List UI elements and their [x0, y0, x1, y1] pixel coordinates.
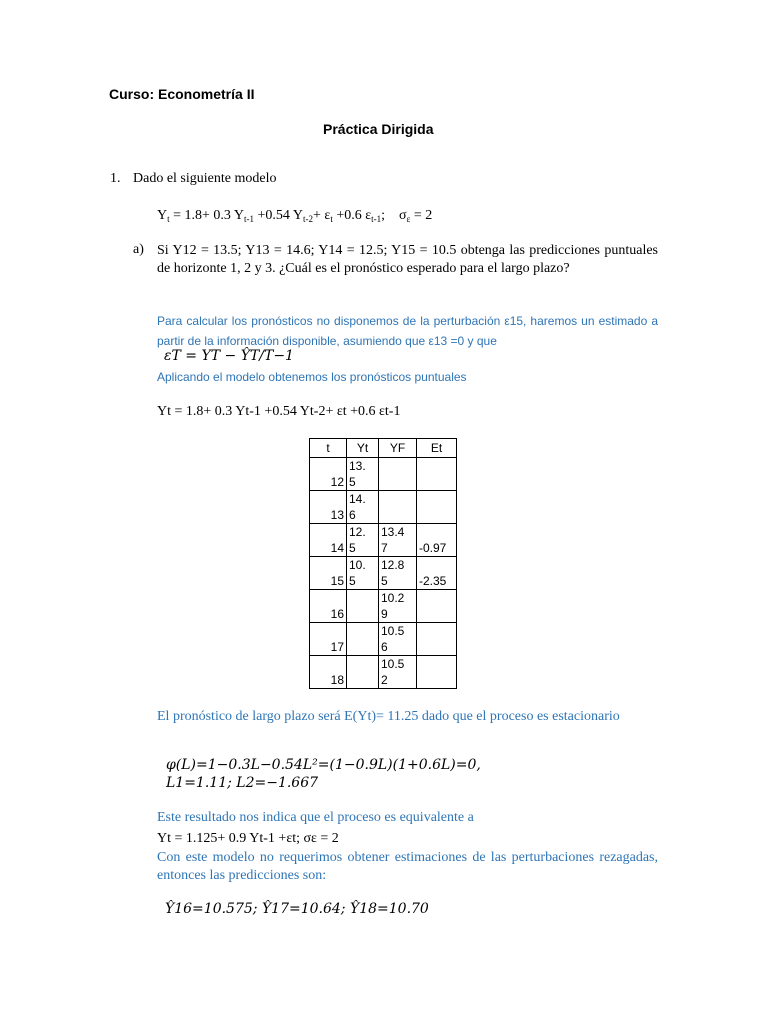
cell-yf-line	[381, 493, 414, 508]
epsilon-formula: εT = YT − ŶT/T−1	[164, 348, 294, 364]
cell-et: -2.35	[417, 557, 457, 590]
part-a-text: Si Y12 = 13.5; Y13 = 14.6; Y14 = 12.5; Y15 = 10.5 obtenga las predicciones puntuales de horizonte 1, 2 y 3. ¿Cuál es el pronóstico esperado para el largo plazo?	[157, 243, 658, 276]
cell-yf-line: 5	[381, 574, 388, 588]
cell-yf-line: 9	[381, 607, 388, 621]
header-et: Et	[417, 439, 457, 458]
cell-yf	[379, 491, 417, 524]
cell-yf	[379, 557, 417, 590]
roots-equation: L1=1.11; L2=−1.667	[166, 775, 319, 791]
cell-yf-line	[381, 475, 414, 490]
table-row	[310, 590, 457, 623]
cell-et	[417, 656, 457, 689]
cell-yf-line	[381, 460, 414, 475]
predictions: Ŷ16=10.575; Ŷ17=10.64; Ŷ18=10.70	[165, 901, 429, 917]
header-yt: Yt	[347, 439, 379, 458]
model-equation: $Y_t = 1.8+ 0.3$ $Y_{t-1} +0.54$ $Y_{t-2}+ \varepsilon_t +0.6$ $\varepsilon_{t-1}$; $\sigma_\varepsilon = 2$	[157, 208, 433, 224]
cell-yt	[347, 656, 379, 689]
table-row	[310, 623, 457, 656]
cell-yt-line	[349, 625, 376, 640]
forecast-table	[309, 438, 457, 689]
table-row	[310, 491, 457, 524]
cell-yt-line	[349, 673, 376, 688]
cell-yf-line: 12.8	[381, 558, 405, 572]
cell-yt-line: 10.	[349, 558, 366, 572]
cell-yt-line: 5	[349, 475, 356, 489]
cell-et	[417, 491, 457, 524]
cell-yt-line	[349, 607, 376, 622]
equivalence-text: Este resultado nos indica que el proceso es equivalente a	[157, 810, 474, 825]
cell-yt-line: 5	[349, 541, 356, 555]
cell-t: 18	[310, 656, 347, 689]
cell-yt-line: 6	[349, 508, 356, 522]
part-a-label: a)	[133, 242, 144, 257]
cell-t: 14	[310, 524, 347, 557]
cell-yt	[347, 491, 379, 524]
model-equation-3: Yt = 1.125+ 0.9 Yt-1 +εt; σε = 2	[157, 831, 339, 846]
cell-yf	[379, 458, 417, 491]
page-title: Práctica Dirigida	[323, 121, 434, 137]
phi-equation: φ(L)=1−0.3L−0.54L²=(1−0.9L)(1+0.6L)=0,	[166, 757, 481, 773]
header-yf: YF	[379, 439, 417, 458]
cell-yf-line: 13.4	[381, 525, 405, 539]
cell-yf	[379, 656, 417, 689]
cell-yt	[347, 557, 379, 590]
longrun-text: El pronóstico de largo plazo será E(Yt)= 11.25 dado que el proceso es estacionario	[157, 709, 620, 724]
cell-yt-line	[349, 640, 376, 655]
cell-yt-line	[349, 658, 376, 673]
answer-paragraph-2: Aplicando el modelo obtenemos los pronósticos puntuales	[157, 370, 467, 384]
cell-yt-line: 13.	[349, 459, 366, 473]
cell-yf	[379, 524, 417, 557]
cell-yf-line: 7	[381, 541, 388, 555]
cell-yf	[379, 623, 417, 656]
cell-yt-line: 5	[349, 574, 356, 588]
cell-yt	[347, 524, 379, 557]
cell-yf	[379, 590, 417, 623]
cell-et	[417, 590, 457, 623]
cell-t: 15	[310, 557, 347, 590]
header-t: t	[310, 439, 347, 458]
cell-yf-line: 10.5	[381, 624, 405, 638]
cell-yf-line: 2	[381, 673, 388, 687]
table-row	[310, 656, 457, 689]
cell-yf-line: 10.5	[381, 657, 405, 671]
cell-t: 12	[310, 458, 347, 491]
cell-t: 13	[310, 491, 347, 524]
answer-paragraph-1: Para calcular los pronósticos no disponemos de la perturbación ε15, haremos un estimado a partir de la información disponible, asumiendo que ε13 =0 y que	[157, 314, 658, 348]
course-title: Curso: Econometría II	[109, 86, 255, 102]
cell-yt	[347, 623, 379, 656]
cell-yt-line: 14.	[349, 492, 366, 506]
table-row	[310, 458, 457, 491]
question-number: 1.	[110, 171, 121, 186]
cell-yf-line	[381, 508, 414, 523]
cell-yt	[347, 590, 379, 623]
table-header-row	[310, 439, 457, 458]
cell-yt	[347, 458, 379, 491]
cell-et: -0.97	[417, 524, 457, 557]
cell-et	[417, 623, 457, 656]
cell-yf-line: 10.2	[381, 591, 405, 605]
cell-t: 16	[310, 590, 347, 623]
cell-yf-line: 6	[381, 640, 388, 654]
final-text: Con este modelo no requerimos obtener estimaciones de las perturbaciones rezagadas, entonces las predicciones son:	[157, 850, 658, 883]
table-row	[310, 524, 457, 557]
cell-et	[417, 458, 457, 491]
cell-yt-line: 12.	[349, 525, 366, 539]
table-row	[310, 557, 457, 590]
question-text: Dado el siguiente modelo	[133, 171, 277, 186]
model-equation-2: Yt = 1.8+ 0.3 Yt-1 +0.54 Yt-2+ εt +0.6 εt-1	[157, 404, 401, 419]
cell-t: 17	[310, 623, 347, 656]
cell-yt-line	[349, 592, 376, 607]
